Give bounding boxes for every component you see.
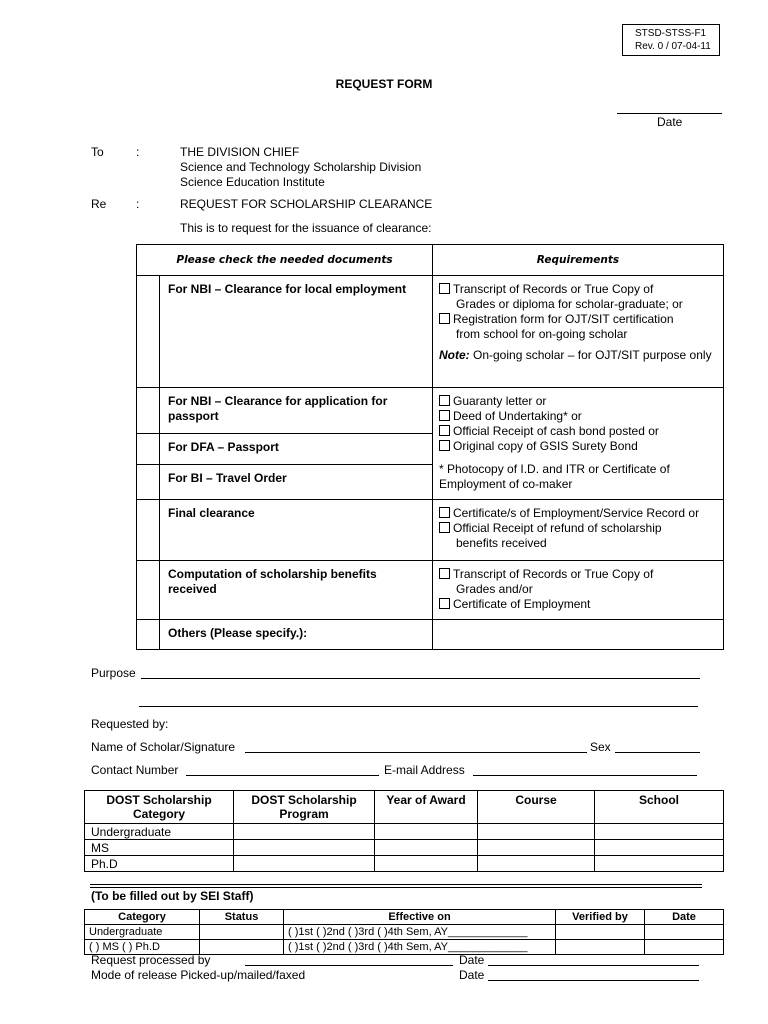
note-text: On-going scholar – for OJT/SIT purpose only bbox=[469, 348, 712, 362]
form-revision: Rev. 0 / 07-04-11 bbox=[635, 41, 711, 52]
footnote: * Photocopy of I.D. and ITR or Certificate of Employment of co-maker bbox=[439, 462, 670, 491]
checkbox[interactable] bbox=[439, 598, 450, 609]
note-label: Note: bbox=[439, 348, 470, 362]
cell-input[interactable] bbox=[556, 925, 645, 940]
mode-label: Mode of release Picked-up/mailed/faxed bbox=[91, 968, 306, 982]
sex-label: Sex bbox=[590, 740, 611, 754]
staff-header-status: Status bbox=[200, 910, 284, 925]
req-computation: Transcript of Records or True Copy of Grades and/or Certificate of Employment bbox=[433, 561, 724, 620]
table-row bbox=[85, 824, 724, 840]
cell-input[interactable] bbox=[200, 925, 284, 940]
checkbox[interactable] bbox=[439, 425, 450, 436]
to-line-2: Science and Technology Scholarship Division bbox=[180, 160, 422, 174]
cell-input[interactable] bbox=[234, 840, 375, 856]
to-line-3: Science Education Institute bbox=[180, 175, 325, 189]
header-category: DOST Scholarship Category bbox=[85, 791, 234, 824]
staff-header-date: Date bbox=[645, 910, 724, 925]
staff-header-effective: Effective on bbox=[284, 910, 556, 925]
checkbox[interactable] bbox=[439, 522, 450, 533]
req-final-clearance: Certificate/s of Employment/Service Record or Official Receipt of refund of scholarship benefits received bbox=[433, 500, 724, 561]
documents-table bbox=[136, 244, 724, 650]
staff-header-verified: Verified by bbox=[556, 910, 645, 925]
check-cell-passport-application[interactable] bbox=[137, 388, 160, 434]
check-cell-travel-order[interactable] bbox=[137, 465, 160, 500]
processed-by-label: Request processed by bbox=[91, 953, 211, 967]
checkbox[interactable] bbox=[439, 507, 450, 518]
cell-input[interactable] bbox=[556, 940, 645, 955]
table-row bbox=[85, 840, 724, 856]
cell-input[interactable] bbox=[645, 925, 724, 940]
cell-input[interactable] bbox=[478, 840, 595, 856]
processed-date-line[interactable] bbox=[488, 965, 699, 966]
form-code: STSD-STSS-F1 bbox=[635, 28, 707, 39]
doc-passport-application: For NBI – Clearance for application for passport bbox=[160, 388, 433, 434]
category-phd: Ph.D bbox=[85, 856, 234, 872]
scholarship-table bbox=[84, 790, 724, 872]
category-undergraduate: Undergraduate bbox=[85, 824, 234, 840]
divider-line bbox=[90, 884, 702, 885]
cell-input[interactable] bbox=[375, 824, 478, 840]
doc-dfa-passport: For DFA – Passport bbox=[160, 434, 433, 465]
date-line[interactable] bbox=[617, 113, 722, 114]
checkbox[interactable] bbox=[439, 410, 450, 421]
page-title: REQUEST FORM bbox=[335, 77, 433, 91]
staff-category-ms-phd[interactable]: ( ) MS ( ) Ph.D bbox=[85, 940, 200, 955]
checkbox[interactable] bbox=[439, 395, 450, 406]
cell-input[interactable] bbox=[375, 840, 478, 856]
category-ms: MS bbox=[85, 840, 234, 856]
doc-travel-order: For BI – Travel Order bbox=[160, 465, 433, 500]
cell-input[interactable] bbox=[234, 856, 375, 872]
cell-input[interactable] bbox=[595, 840, 724, 856]
checkbox[interactable] bbox=[439, 283, 450, 294]
mode-date-line[interactable] bbox=[488, 980, 699, 981]
cell-input[interactable] bbox=[478, 824, 595, 840]
to-line-1: THE DIVISION CHIEF bbox=[180, 145, 300, 159]
email-input-line[interactable] bbox=[473, 775, 697, 776]
re-text: REQUEST FOR SCHOLARSHIP CLEARANCE bbox=[180, 197, 433, 211]
processed-date-label: Date bbox=[459, 953, 485, 967]
table-row bbox=[85, 925, 724, 940]
checkbox[interactable] bbox=[439, 313, 450, 324]
re-colon: : bbox=[136, 197, 140, 211]
staff-category-undergraduate: Undergraduate bbox=[85, 925, 200, 940]
checkbox[interactable] bbox=[439, 440, 450, 451]
check-cell-dfa-passport[interactable] bbox=[137, 434, 160, 465]
cell-input[interactable] bbox=[375, 856, 478, 872]
header-year: Year of Award bbox=[375, 791, 478, 824]
doc-computation: Computation of scholarship benefits received bbox=[160, 561, 433, 620]
check-cell-computation[interactable] bbox=[137, 561, 160, 620]
doc-local-employment: For NBI – Clearance for local employment bbox=[160, 276, 433, 388]
check-cell-final-clearance[interactable] bbox=[137, 500, 160, 561]
staff-header-category: Category bbox=[85, 910, 200, 925]
re-label: Re bbox=[91, 197, 107, 211]
checkbox[interactable] bbox=[439, 568, 450, 579]
form-code-box bbox=[622, 24, 720, 56]
sem-selector[interactable]: ( )1st ( )2nd ( )3rd ( )4th Sem, AY_____________ bbox=[284, 925, 556, 940]
to-colon: : bbox=[136, 145, 140, 159]
intro-text: This is to request for the issuance of clearance: bbox=[180, 221, 432, 235]
req-travel: Guaranty letter or Deed of Undertaking* or Official Receipt of cash bond posted or Original copy of GSIS Surety Bond * Photocopy of I.D. and ITR or Certificate of Employment of co-maker bbox=[433, 388, 724, 500]
requested-by-label: Requested by: bbox=[91, 717, 169, 731]
header-program: DOST Scholarship Program bbox=[234, 791, 375, 824]
sex-input-line[interactable] bbox=[615, 752, 700, 753]
check-cell-local-employment[interactable] bbox=[137, 276, 160, 388]
name-input-line[interactable] bbox=[245, 752, 587, 753]
check-cell-others[interactable] bbox=[137, 620, 160, 650]
cell-input[interactable] bbox=[595, 824, 724, 840]
to-label: To bbox=[91, 145, 104, 159]
col-documents: Please check the needed documents bbox=[137, 245, 433, 276]
doc-others: Others (Please specify.): bbox=[160, 620, 433, 650]
email-label: E-mail Address bbox=[384, 763, 465, 777]
divider-line bbox=[90, 887, 702, 888]
sem-selector[interactable]: ( )1st ( )2nd ( )3rd ( )4th Sem, AY_____________ bbox=[284, 940, 556, 955]
table-row bbox=[85, 856, 724, 872]
cell-input[interactable] bbox=[595, 856, 724, 872]
header-course: Course bbox=[478, 791, 595, 824]
purpose-line-1[interactable] bbox=[141, 678, 700, 679]
req-local-employment: Transcript of Records or True Copy of Grades or diploma for scholar-graduate; or Registration form for OJT/SIT certification from school for on-going scholar Note: On-going scholar – for OJT/SIT purpose only bbox=[433, 276, 724, 388]
purpose-label: Purpose bbox=[91, 666, 136, 680]
cell-input[interactable] bbox=[234, 824, 375, 840]
name-label: Name of Scholar/Signature bbox=[91, 740, 236, 754]
processed-by-line[interactable] bbox=[245, 965, 453, 966]
cell-input[interactable] bbox=[478, 856, 595, 872]
contact-label: Contact Number bbox=[91, 763, 179, 777]
staff-table bbox=[84, 909, 724, 955]
cell-input[interactable] bbox=[200, 940, 284, 955]
purpose-line-2[interactable] bbox=[139, 706, 698, 707]
req-others-input[interactable] bbox=[433, 620, 724, 650]
mode-date-label: Date bbox=[459, 968, 485, 982]
cell-input[interactable] bbox=[645, 940, 724, 955]
staff-heading: (To be filled out by SEI Staff) bbox=[91, 889, 254, 903]
doc-final-clearance: Final clearance bbox=[160, 500, 433, 561]
header-school: School bbox=[595, 791, 724, 824]
date-label: Date bbox=[657, 115, 683, 129]
col-requirements: Requirements bbox=[433, 245, 724, 276]
contact-input-line[interactable] bbox=[186, 775, 379, 776]
